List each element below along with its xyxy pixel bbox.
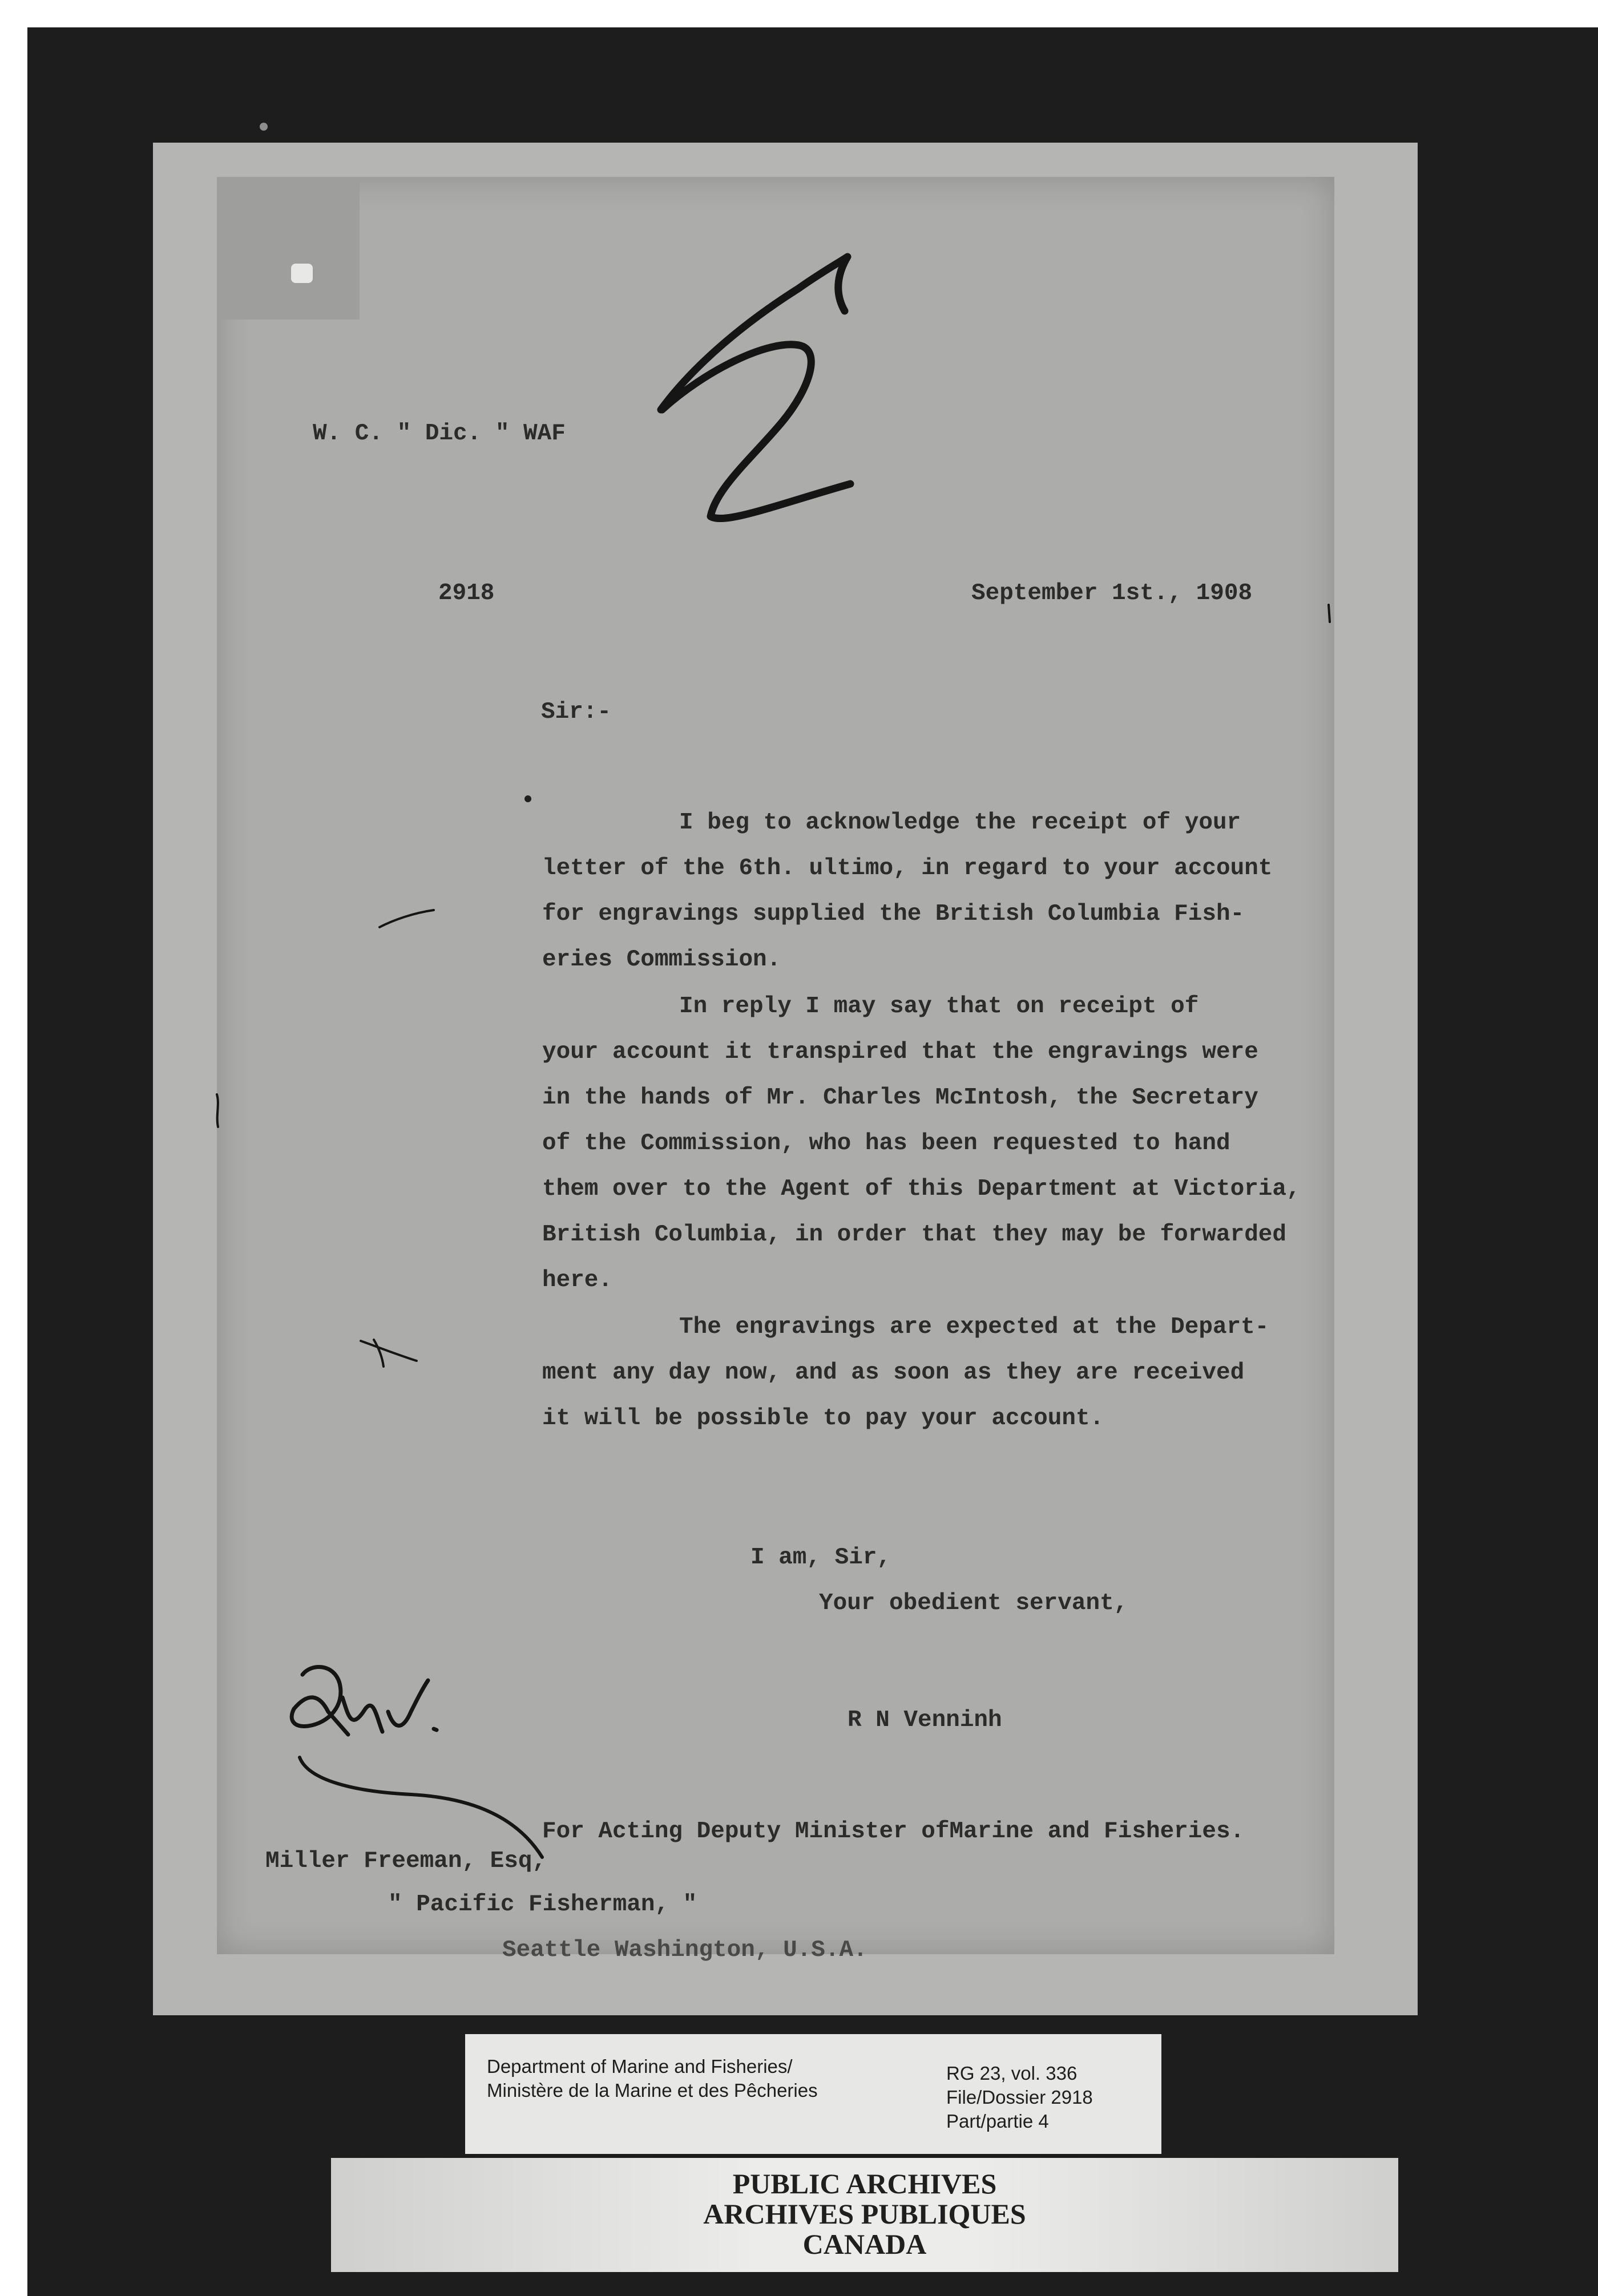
reference-line: W. C. " Dic. " WAF: [313, 421, 566, 447]
archives-line-1: PUBLIC ARCHIVES: [732, 2168, 997, 2200]
body-line: I beg to acknowledge the receipt of your: [679, 810, 1241, 836]
recipient-name: Miller Freeman, Esq,: [265, 1848, 547, 1874]
body-line: your account it transpired that the engravings were: [542, 1039, 1258, 1065]
paper-corner: [217, 177, 360, 320]
body-line: eries Commission.: [542, 947, 781, 973]
closing-line: Your obedient servant,: [819, 1590, 1128, 1616]
letter-date: September 1st., 1908: [971, 580, 1253, 607]
department-fr: Ministère de la Marine et des Pêcheries: [487, 2080, 818, 2101]
closing-line: I am, Sir,: [750, 1545, 891, 1571]
body-line: ment any day now, and as soon as they are received: [542, 1360, 1245, 1386]
record-group: RG 23, vol. 336: [946, 2063, 1078, 2084]
body-line: in the hands of Mr. Charles McIntosh, the Secretary: [542, 1085, 1258, 1111]
department-en: Department of Marine and Fisheries/: [487, 2056, 793, 2077]
archives-line-2: ARCHIVES PUBLIQUES: [703, 2198, 1026, 2230]
archives-line-3: CANADA: [802, 2228, 927, 2260]
salutation: Sir:-: [541, 699, 612, 725]
recipient-publication: " Pacific Fisherman, ": [388, 1891, 697, 1918]
body-line: here.: [542, 1267, 613, 1293]
body-line: British Columbia, in order that they may be forwarded: [542, 1222, 1287, 1248]
body-line: letter of the 6th. ultimo, in regard to your account: [542, 855, 1273, 882]
body-line: In reply I may say that on receipt of: [679, 993, 1199, 1020]
part-reference: Part/partie 4: [946, 2111, 1049, 2132]
staple-hole: [291, 264, 313, 283]
signature-name: R N Venninh: [848, 1707, 1002, 1733]
archive-label: [465, 2034, 1161, 2154]
body-line: for engravings supplied the British Columbia Fish-: [542, 901, 1245, 927]
body-line: it will be possible to pay your account.: [542, 1405, 1104, 1432]
file-number: 2918: [438, 580, 495, 607]
signature-title: For Acting Deputy Minister ofMarine and Fisheries.: [542, 1818, 1245, 1845]
recipient-address: Seattle Washington, U.S.A.: [502, 1937, 867, 1963]
file-reference: File/Dossier 2918: [946, 2087, 1093, 2108]
archives-stamp: [331, 2158, 1398, 2272]
frame-mark: [260, 123, 268, 131]
body-line: them over to the Agent of this Department at Victoria,: [542, 1176, 1301, 1202]
body-line: of the Commission, who has been requested to hand: [542, 1130, 1230, 1157]
body-line: The engravings are expected at the Depart-: [679, 1314, 1269, 1340]
